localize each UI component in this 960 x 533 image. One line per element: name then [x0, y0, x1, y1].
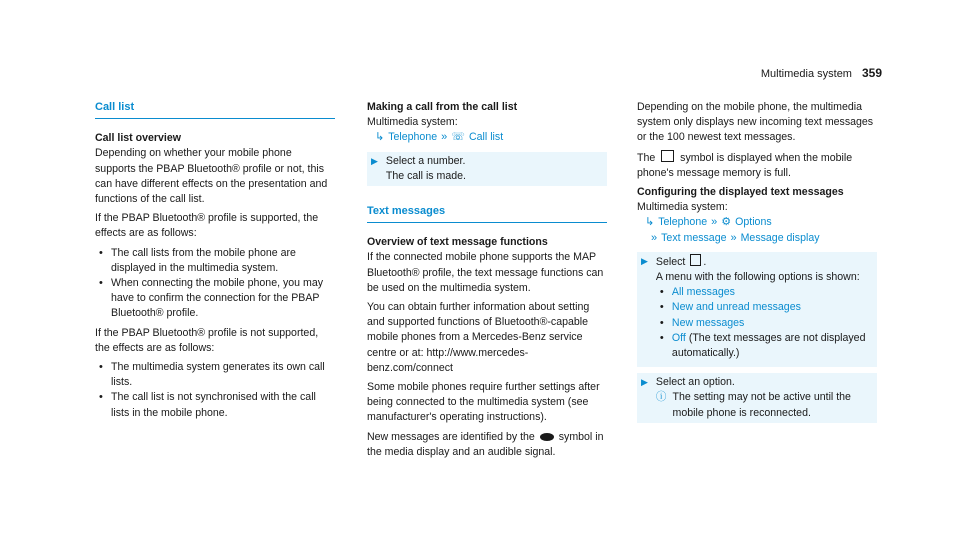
chevron-right-icon: » [711, 216, 718, 229]
step-block [637, 373, 877, 423]
info-icon: ⓘ [655, 391, 667, 404]
nav-path [367, 130, 607, 145]
step-block [367, 152, 607, 186]
column-2 [367, 100, 607, 464]
message-memory-full-icon [661, 150, 674, 162]
section-title-call-list: Call list [95, 100, 335, 119]
page-header [761, 66, 882, 80]
note-text: The setting may not be active until the mobile phone is reconnected. [672, 391, 851, 419]
page-number: 359 [861, 66, 882, 80]
step-arrow-icon: ▶ [371, 155, 378, 166]
return-arrow-icon: ↳ [375, 131, 385, 144]
option-item [672, 285, 877, 300]
paragraph-part: New messages are identified by the [367, 430, 535, 443]
nav-options[interactable]: Options [735, 216, 772, 229]
step-text: Select an option. [655, 376, 735, 389]
list-item: • The call lists from the mobile phone are displayed in the multimedia system. [111, 246, 335, 276]
step-text: Select a number. [385, 154, 466, 167]
paragraph-part: The [637, 151, 656, 164]
list-item: • The multimedia system generates its own call lists. [111, 360, 335, 390]
phone-icon: ☏ [451, 131, 466, 144]
step-arrow-icon: ▶ [641, 377, 648, 388]
nav-text-message[interactable]: Text message [661, 231, 727, 244]
section-title-text-messages: Text messages [367, 204, 607, 223]
option-desc: (The text messages are not displayed automatically.) [671, 331, 866, 360]
step-arrow-icon: ▶ [641, 255, 648, 266]
list-item: • The call list is not synchronised with the call lists in the mobile phone. [111, 390, 335, 420]
return-arrow-icon: ↳ [645, 216, 655, 229]
option-label[interactable]: Off [671, 331, 686, 344]
option-item [672, 316, 877, 331]
nav-telephone[interactable]: Telephone [658, 216, 708, 229]
gear-icon: ⚙ [721, 216, 732, 229]
sms-indicator-icon [540, 433, 554, 441]
option-label[interactable]: New and unread messages [671, 301, 801, 314]
nav-path [637, 215, 877, 245]
nav-telephone[interactable]: Telephone [388, 131, 438, 144]
option-label[interactable]: All messages [671, 286, 735, 299]
note [656, 390, 877, 420]
option-item [672, 331, 877, 361]
step-text: Select [655, 255, 686, 268]
paragraph-part: symbol is displayed when the mobile phone's message memory is full. [637, 151, 853, 179]
paragraph: Depending on whether your mobile phone supports the PBAP Bluetooth® profile or not, this can have different effects on the presentation and functions of the call list. [95, 147, 328, 206]
step-result: The call is made. [385, 169, 466, 182]
chevron-right-icon: » [651, 231, 658, 244]
paragraph: You can obtain further information about setting and supported functions of Bluetooth®-capable mobile phones from a Mercedes-Benz service centre or at: http://www.mercedes-benz.com/connect [367, 301, 590, 374]
subheading-text-overview: Overview of text message functions [367, 236, 548, 249]
system-label: Multimedia system: [637, 201, 728, 214]
option-label[interactable]: New messages [671, 316, 745, 329]
column-3 [637, 100, 877, 429]
paragraph: If the PBAP Bluetooth® profile is not supported, the effects are as follows: [95, 326, 319, 354]
step-text: A menu with the following options is shown: [655, 271, 860, 284]
bullet-list [95, 246, 335, 322]
step-block [637, 252, 877, 367]
subheading-call-list-overview: Call list overview [95, 132, 181, 145]
paragraph [367, 430, 607, 460]
list-item: • When connecting the mobile phone, you may have to confirm the connection for the PBAP Bluetooth® profile. [111, 276, 335, 322]
bullet-list [95, 360, 335, 421]
chevron-right-icon: » [730, 231, 737, 244]
option-item [672, 300, 877, 315]
paragraph: Depending on the mobile phone, the multimedia system only displays new incoming text messages or the 100 newest text messages. [637, 101, 874, 144]
nav-message-display[interactable]: Message display [740, 231, 820, 244]
paragraph: If the connected mobile phone supports the MAP Bluetooth® profile, the text message functions can be used on the multimedia system. [367, 251, 604, 294]
subheading-making-call: Making a call from the call list [367, 101, 518, 113]
system-label: Multimedia system: [367, 116, 458, 129]
step-text-end: . [703, 255, 707, 268]
column-1 [95, 100, 335, 425]
paragraph-part: symbol in the media display and an audible signal. [367, 430, 604, 458]
paragraph [637, 150, 877, 181]
subheading-configuring: Configuring the displayed text messages [637, 186, 844, 199]
paragraph: Some mobile phones require further settings after being connected to the multimedia system (see manufacturer's operating instructions). [367, 381, 600, 424]
section-name: Multimedia system [760, 68, 852, 80]
menu-icon [690, 254, 701, 266]
option-list [656, 285, 877, 361]
chevron-right-icon: » [441, 131, 448, 144]
paragraph: If the PBAP Bluetooth® profile is supported, the effects are as follows: [95, 212, 319, 240]
nav-call-list[interactable]: Call list [469, 131, 504, 144]
